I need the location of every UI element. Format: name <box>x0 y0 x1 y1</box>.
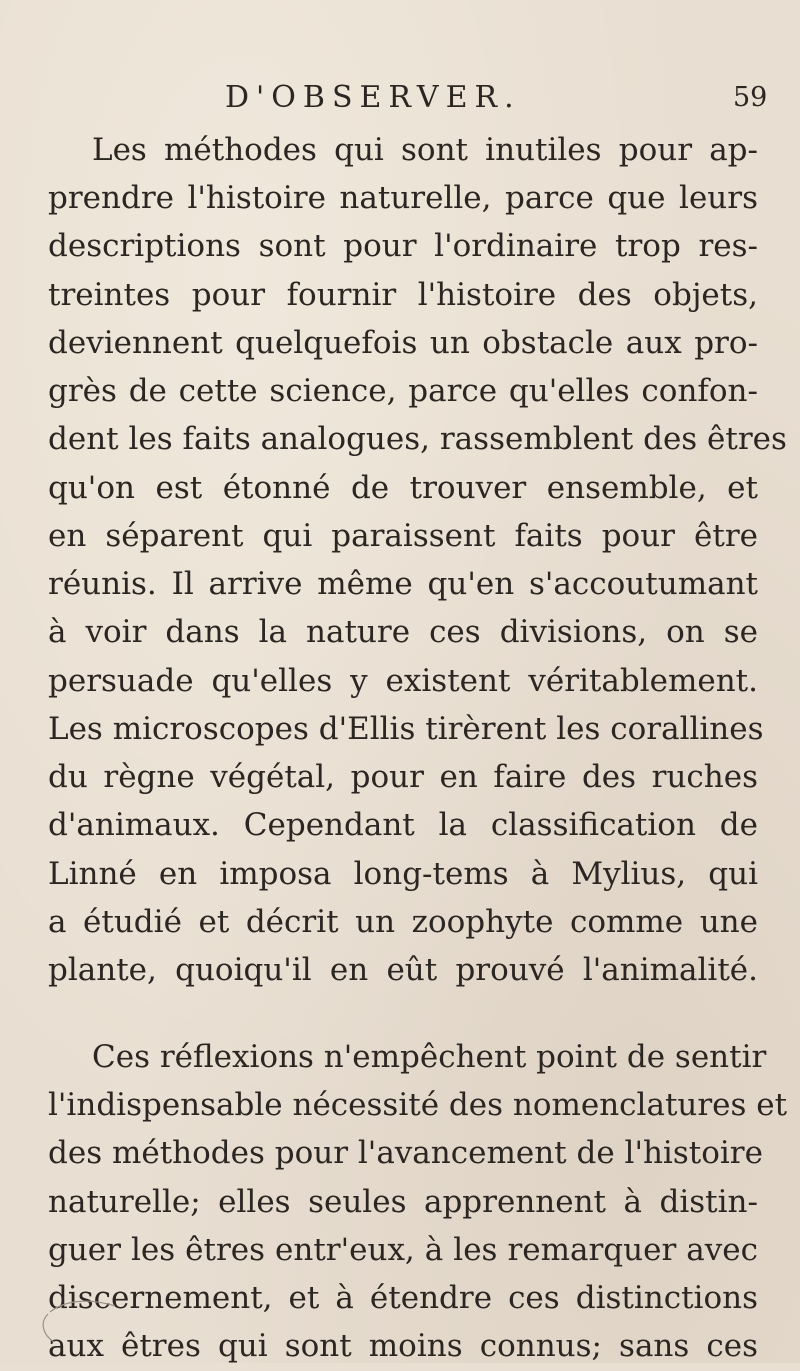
pencil-mark-icon <box>20 1292 140 1352</box>
text-line: à voir dans la nature ces divisions, on se <box>48 614 758 650</box>
text-line: Linné en imposa long-tems à Mylius, qui <box>48 856 758 892</box>
text-line: grès de cette science, parce qu'elles confon- <box>48 373 758 409</box>
text-line: Les méthodes qui sont inutiles pour ap- <box>92 132 758 168</box>
running-title: D'OBSERVER. <box>225 80 521 115</box>
text-line: naturelle; elles seules apprennent à distin- <box>48 1184 758 1220</box>
text-line: deviennent quelquefois un obstacle aux pro- <box>48 325 758 361</box>
text-line: plante, quoiqu'il en eût prouvé l'animalité. <box>48 952 758 988</box>
text-line: treintes pour fournir l'histoire des objets, <box>48 277 758 313</box>
text-line: guer les êtres entr'eux, à les remarquer avec <box>48 1232 758 1268</box>
page-number: 59 <box>733 82 768 113</box>
text-line: réunis. Il arrive même qu'en s'accoutumant <box>48 566 758 602</box>
text-line: d'animaux. Cependant la classification de <box>48 807 758 843</box>
page-header <box>0 80 800 120</box>
text-line: discernement, et à étendre ces distinctions <box>48 1280 758 1316</box>
text-line: aux êtres qui sont moins connus; sans ces <box>48 1328 758 1364</box>
text-line: en séparent qui paraissent faits pour être <box>48 518 758 554</box>
text-line: dent les faits analogues, rassemblent des êtres <box>48 421 787 457</box>
text-line: l'indispensable nécessité des nomenclatures et <box>48 1087 788 1123</box>
text-line: prendre l'histoire naturelle, parce que leurs <box>48 180 758 216</box>
text-line: du règne végétal, pour en faire des ruches <box>48 759 758 795</box>
text-line: a étudié et décrit un zoophyte comme une <box>48 904 758 940</box>
text-line: persuade qu'elles y existent véritablement. <box>48 663 758 699</box>
text-line: Les microscopes d'Ellis tirèrent les corallines <box>48 711 764 747</box>
text-line: Ces réflexions n'empêchent point de sentir <box>92 1039 767 1075</box>
text-line: qu'on est étonné de trouver ensemble, et <box>48 470 758 506</box>
text-line: des méthodes pour l'avancement de l'histoire <box>48 1135 763 1171</box>
text-line: descriptions sont pour l'ordinaire trop res- <box>48 228 758 264</box>
